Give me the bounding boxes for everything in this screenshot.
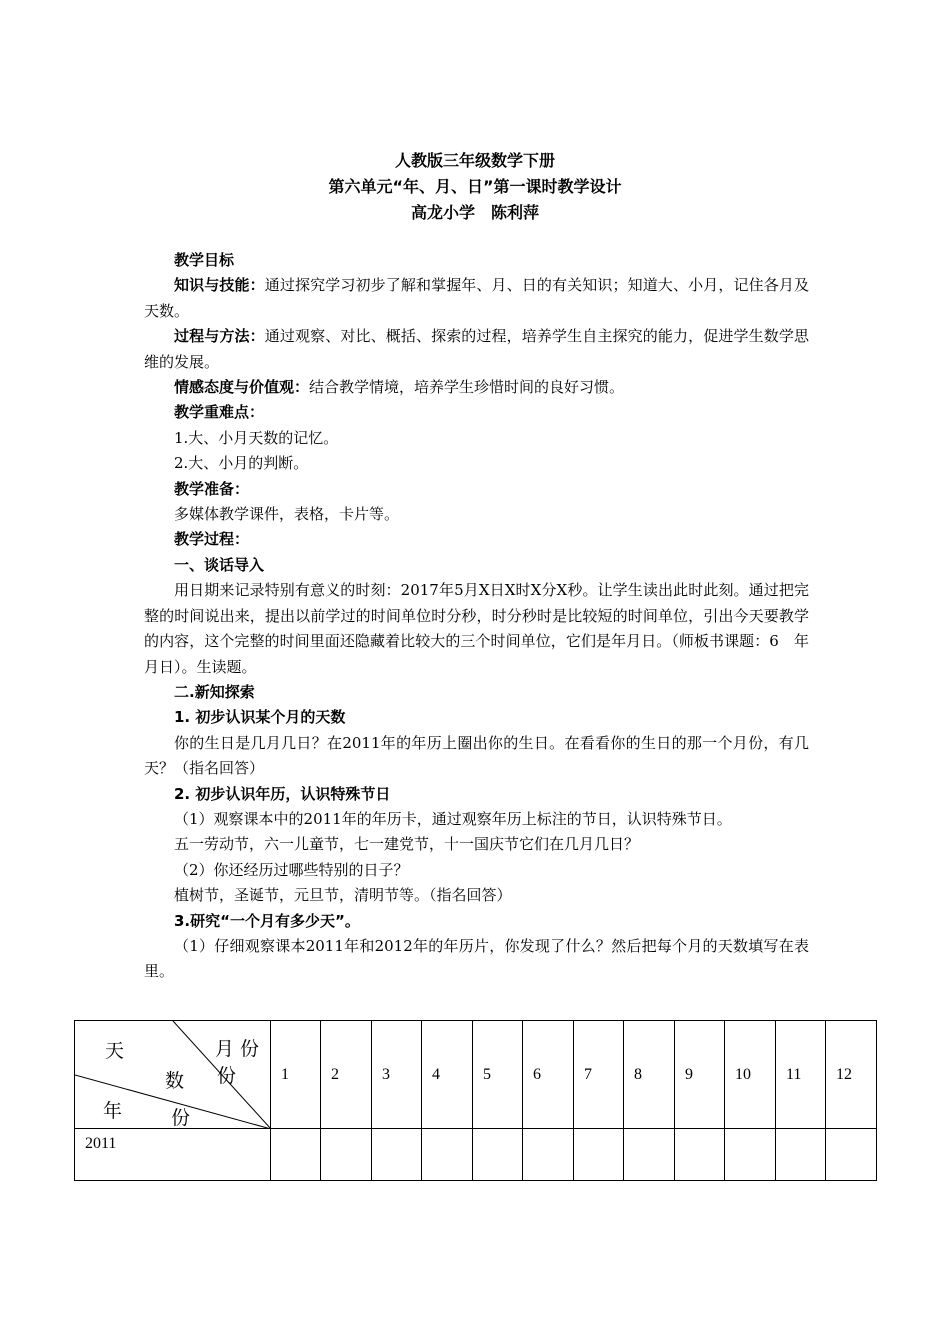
preparation-heading: 教学准备：	[174, 479, 250, 498]
days-cell[interactable]	[675, 1129, 725, 1181]
month-header: 5	[473, 1021, 523, 1129]
header-label-nian: 年	[103, 1100, 123, 1122]
month-header: 1	[271, 1021, 321, 1129]
month-header: 3	[372, 1021, 422, 1129]
step3-text: （1）仔细观察课本2011年和2012年的年历片，你发现了什么？然后把每个月的天数填写在表里。	[144, 936, 809, 981]
attitude-label: 情感态度与价值观：	[174, 378, 310, 397]
goals-heading: 教学目标	[174, 251, 235, 269]
knowledge-text: 通过探究学习初步了解和掌握年、月、日的有关知识；知道大、小月，记住各月及天数。	[144, 276, 809, 320]
days-cell[interactable]	[422, 1129, 473, 1181]
key-points-heading: 教学重难点：	[174, 403, 265, 422]
step2-heading: 2. 初步认识年历，认识特殊节日	[174, 784, 391, 803]
header-label-tian: 天	[105, 1040, 125, 1062]
month-header: 10	[725, 1021, 776, 1129]
step1-heading: 1. 初步认识某个月的天数	[174, 708, 346, 727]
part1-heading: 一、谈话导入	[174, 555, 265, 574]
document-title: 人教版三年级数学下册	[394, 151, 555, 170]
attitude-text: 结合教学情境，培养学生珍惜时间的良好习惯。	[309, 378, 625, 397]
step2-text: （2）你还经历过哪些特别的日子？	[174, 860, 409, 879]
step2-text: 植树节，圣诞节，元旦节，清明节等。（指名回答）	[174, 886, 512, 905]
process-heading: 教学过程：	[174, 530, 250, 549]
part1-text: 用日期来记录特别有意义的时刻：2017年5月X日X时X分X秒。让学生读出此时此刻。通过把完整的时间说出来，提出以前学过的时间单位时分秒，时分秒时是比较短的时间单位，引出今天要教学的内容，这个完整的时间里面还隐藏着比较大的三个时间单位，它们是年月日。（师板书课题：6 年月日）。生读题。	[144, 581, 809, 676]
days-cell[interactable]	[574, 1129, 624, 1181]
document-author: 高龙小学 陈利萍	[410, 203, 539, 222]
days-cell[interactable]	[372, 1129, 422, 1181]
month-header: 2	[321, 1021, 372, 1129]
days-cell[interactable]	[473, 1129, 523, 1181]
days-cell[interactable]	[826, 1129, 877, 1181]
header-label-yue: 月 份	[215, 1038, 260, 1060]
preparation-text: 多媒体教学课件，表格，卡片等。	[174, 505, 400, 524]
step1-text: 你的生日是几月几日？在2011年的年历上圈出你的生日。在看看你的生日的那一个月份，有几天？（指名回答）	[144, 733, 809, 778]
days-cell[interactable]	[725, 1129, 776, 1181]
key-point-item: 2.大、小月的判断。	[174, 454, 309, 473]
days-cell[interactable]	[271, 1129, 321, 1181]
process-text: 通过观察、对比、概括、探索的过程，培养学生自主探究的能力，促进学生数学思维的发展。	[144, 327, 809, 371]
year-cell: 2011	[75, 1129, 271, 1181]
table-header-row	[75, 1021, 877, 1129]
diagonal-header-cell	[75, 1021, 271, 1129]
step2-text: （1）观察课本中的2011年的年历卡，通过观察年历上标注的节日，认识特殊节日。	[174, 809, 732, 828]
document-title-block	[0, 148, 950, 226]
month-header: 9	[675, 1021, 725, 1129]
key-point-item: 1.大、小月天数的记忆。	[174, 428, 339, 447]
header-label-shu: 数	[165, 1070, 185, 1092]
days-cell[interactable]	[321, 1129, 372, 1181]
goals-attitude	[144, 375, 809, 400]
goals-process	[144, 324, 809, 375]
header-label-fen: 份	[217, 1065, 237, 1087]
document-body	[144, 248, 809, 985]
month-days-table	[74, 1020, 877, 1181]
step2-text: 五一劳动节，六一儿童节，七一建党节，十一国庆节它们在几月几日？	[174, 835, 640, 854]
days-cell[interactable]	[523, 1129, 574, 1181]
goals-knowledge	[144, 273, 809, 324]
month-header: 12	[826, 1021, 877, 1129]
header-label-fen2: 份	[171, 1107, 191, 1129]
month-header: 4	[422, 1021, 473, 1129]
month-header: 11	[776, 1021, 826, 1129]
process-label: 过程与方法：	[174, 327, 265, 346]
table-row	[75, 1129, 877, 1181]
step3-heading: 3.研究“一个月有多少天”。	[174, 911, 360, 930]
month-header: 7	[574, 1021, 624, 1129]
document-subtitle: 第六单元“年、月、日”第一课时教学设计	[328, 177, 622, 196]
knowledge-label: 知识与技能：	[174, 276, 265, 295]
part2-heading: 二.新知探索	[174, 682, 255, 701]
month-header: 8	[624, 1021, 675, 1129]
days-cell[interactable]	[624, 1129, 675, 1181]
days-cell[interactable]	[776, 1129, 826, 1181]
month-header: 6	[523, 1021, 574, 1129]
